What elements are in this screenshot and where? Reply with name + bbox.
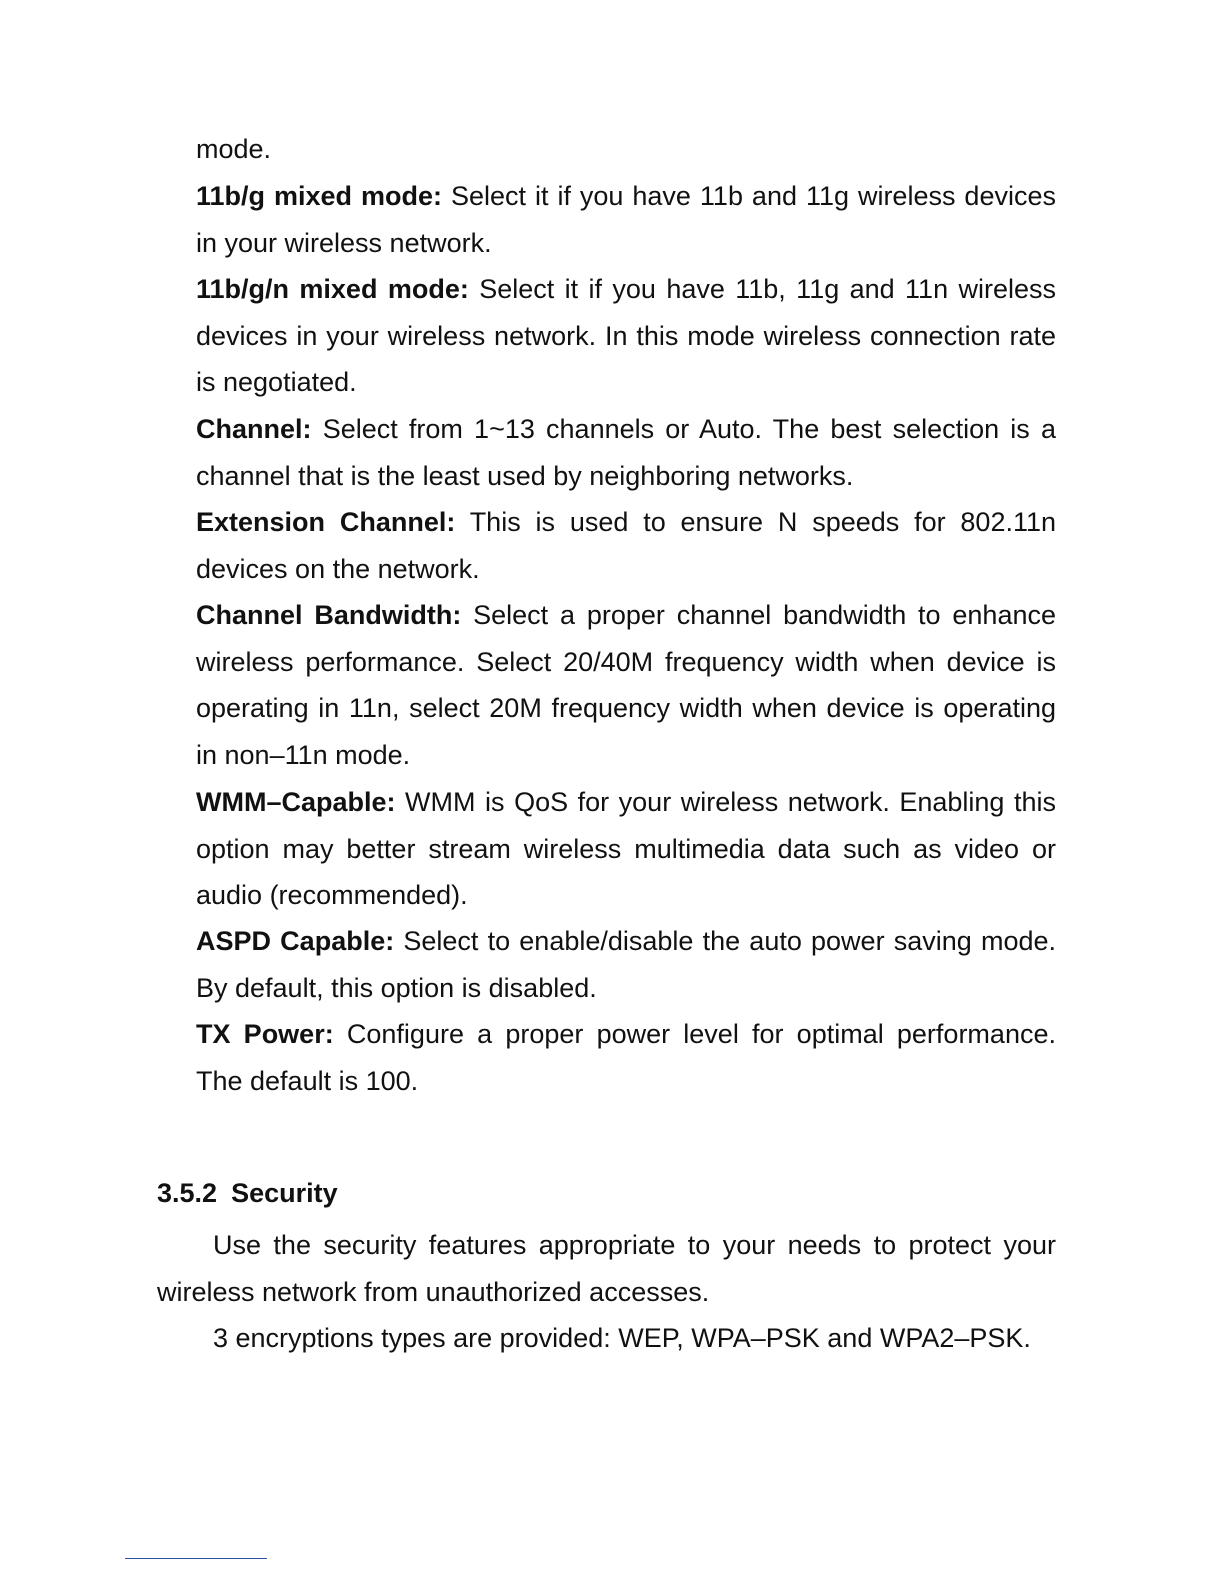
definition-tx-power: [196, 1011, 1056, 1104]
section-number: 3.5.2: [157, 1178, 218, 1208]
definition-text: Configure a proper power level for optimal performance. The default is 100.: [196, 1019, 1056, 1096]
section-paragraph: 3 encryptions types are provided: WEP, WPA–PSK and WPA2–PSK.: [213, 1323, 1031, 1353]
definition-text: Select to enable/disable the auto power saving mode. By default, this option is disabled.: [196, 926, 1056, 1003]
definition-channel-bandwidth: [196, 592, 1056, 778]
definition-term: 11b/g mixed mode:: [196, 181, 442, 211]
footnote-divider: [125, 1558, 267, 1559]
definition-wmm-capable: [196, 779, 1056, 919]
definition-term: WMM–Capable:: [196, 787, 396, 817]
section-heading: [157, 1170, 338, 1216]
definition-term: 11b/g/n mixed mode:: [196, 274, 469, 304]
definition-channel: [196, 406, 1056, 499]
definition-term: Extension Channel:: [196, 507, 456, 537]
definition-term: Channel Bandwidth:: [196, 600, 462, 630]
definition-aspd-capable: [196, 918, 1056, 1011]
section-paragraph: Use the security features appropriate to your needs to protect your wireless network from unauthorized accesses.: [157, 1230, 1056, 1307]
definition-text: Select from 1~13 channels or Auto. The best selection is a channel that is the least used by neighboring networks.: [196, 414, 1056, 491]
intro-fragment-text: mode.: [196, 134, 272, 164]
definition-term: ASPD Capable:: [196, 926, 395, 956]
definition-11bgn-mixed-mode: [196, 266, 1056, 406]
definition-term: Channel:: [196, 414, 312, 444]
definition-text: Select a proper channel bandwidth to enhance wireless performance. Select 20/40M frequency width when device is operating in 11n, select 20M frequency width when device is operating in non–11n mode.: [196, 600, 1056, 770]
definition-text: Select it if you have 11b, 11g and 11n wireless devices in your wireless network. In this mode wireless connection rate is negotiated.: [196, 274, 1056, 397]
definition-text: Select it if you have 11b and 11g wireless devices in your wireless network.: [196, 181, 1056, 258]
intro-fragment: [196, 126, 1056, 173]
definition-term: TX Power:: [196, 1019, 334, 1049]
definition-text: This is used to ensure N speeds for 802.11n devices on the network.: [196, 507, 1057, 584]
definition-11bg-mixed-mode: [196, 173, 1056, 266]
definition-text: WMM is QoS for your wireless network. Enabling this option may better stream wireless multimedia data such as video or audio (recommended).: [196, 787, 1056, 910]
definition-extension-channel: [196, 499, 1056, 592]
section-title: Security: [231, 1178, 338, 1208]
